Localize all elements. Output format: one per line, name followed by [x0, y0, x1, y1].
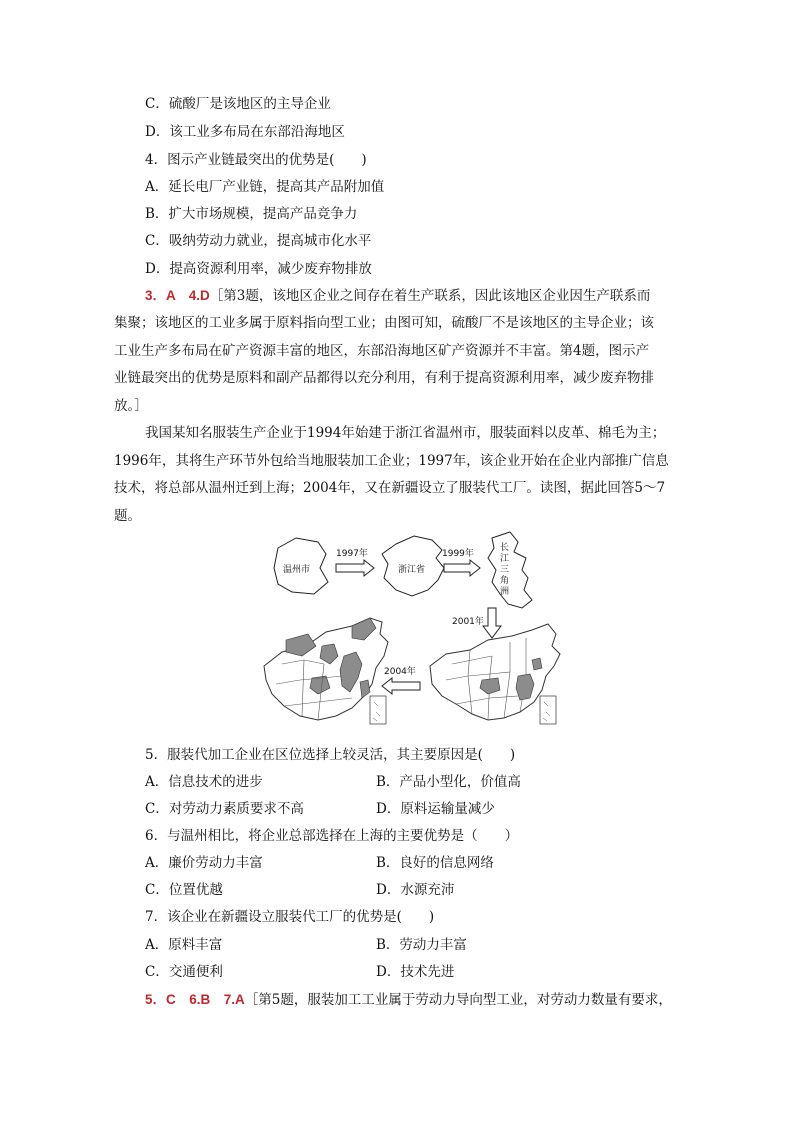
- q4-stem: 4．图示产业链最突出的优势是( ): [145, 152, 367, 168]
- q4-option-b: B．扩大市场规模，提高产品竞争力: [145, 206, 358, 222]
- q4-option-d: D．提高资源利用率，减少废弃物排放: [145, 261, 372, 277]
- answer-3-4-marks: 3．A 4.D: [145, 288, 210, 303]
- passage-line-3: 技术，将总部从温州迁到上海；2004年，又在新疆设立了服装代工厂。读图，据此回答5～7: [114, 480, 666, 496]
- q6-option-b: B．良好的信息网络: [376, 855, 494, 871]
- answer-3-4-text-1: ［第3题，该地区企业之间存在着生产联系，因此该地区企业因生产联系而: [209, 288, 651, 304]
- answer-3-4-line-2: 集聚；该地区的工业多属于原料指向型工业；由图可知，硫酸厂不是该地区的主导企业；该: [114, 315, 654, 331]
- q6-option-d: D．水源充沛: [376, 882, 455, 898]
- answer-3-4-line-5: 放。］: [114, 398, 148, 414]
- yangtze-delta-label-char: 角: [500, 576, 510, 586]
- yangtze-delta-label-char: 洲: [500, 587, 510, 597]
- q3-option-c: C．硫酸厂是该地区的主导企业: [145, 96, 331, 112]
- q5-stem: 5．服装代加工企业在区位选择上较灵活，其主要原因是( ): [145, 747, 516, 763]
- yangtze-delta-label-char: 长: [500, 543, 510, 553]
- q7-option-d: D．技术先进: [376, 964, 455, 980]
- q3-option-d: D．该工业多布局在东部沿海地区: [145, 124, 345, 140]
- passage-line-4: 题。: [114, 508, 141, 524]
- relocation-map-figure: [256, 528, 576, 738]
- q7-option-b: B．劳动力丰富: [376, 937, 467, 953]
- yangtze-delta-label-char: 江: [500, 554, 510, 564]
- zhejiang-label: 浙江省: [398, 565, 426, 575]
- q4-option-c: C．吸纳劳动力就业，提高城市化水平: [145, 233, 372, 249]
- q6-option-c: C．位置优越: [145, 882, 223, 898]
- wenzhou-label: 温州市: [283, 565, 311, 575]
- answer-5-7-text-1: ［第5题，服装加工工业属于劳动力导向型工业，对劳动力数量有要求，: [244, 992, 672, 1008]
- q7-option-c: C．交通便利: [145, 964, 223, 980]
- china-map-right: [430, 624, 560, 724]
- arrow-1999-label: 1999年: [442, 549, 474, 559]
- answer-3-4-line-1: [145, 286, 650, 306]
- arrow-2001-icon: [483, 608, 501, 638]
- arrow-2004-icon: [382, 678, 420, 694]
- q6-stem: 6．与温州相比，将企业总部选择在上海的主要优势是（ ）: [145, 828, 519, 844]
- q6-option-a: A．廉价劳动力丰富: [145, 855, 263, 871]
- q5-option-a: A．信息技术的进步: [145, 774, 263, 790]
- q4-option-a: A．延长电厂产业链，提高其产品附加值: [145, 179, 385, 195]
- arrow-1999-icon: [444, 560, 480, 576]
- passage-line-2: 1996年，其将生产环节外包给当地服装加工企业；1997年，该企业开始在企业内部推广信息: [114, 453, 669, 469]
- q5-option-b: B．产品小型化，价值高: [376, 774, 521, 790]
- arrow-1997-label: 1997年: [336, 549, 368, 559]
- answer-5-7-line-1: [145, 990, 672, 1010]
- q7-option-a: A．原料丰富: [145, 937, 223, 953]
- arrow-1997-icon: [336, 560, 374, 576]
- arrow-2001-label: 2001年: [452, 617, 484, 627]
- yangtze-delta-map-outline: [488, 532, 532, 608]
- arrow-2004-label: 2004年: [384, 667, 416, 677]
- yangtze-delta-label-char: 三: [500, 565, 510, 575]
- q5-option-c: C．对劳动力素质要求不高: [145, 801, 304, 817]
- passage-line-1: 我国某知名服装生产企业于1994年始建于浙江省温州市，服装面料以皮革、棉毛为主；: [145, 425, 666, 441]
- answer-5-7-marks: 5．C 6.B 7.A: [145, 992, 245, 1007]
- answer-3-4-line-3: 工业生产多布局在矿产资源丰富的地区，东部沿海地区矿产资源并不丰富。第4题，图示产: [114, 343, 650, 359]
- china-map-left: [264, 618, 388, 724]
- q7-stem: 7．该企业在新疆设立服装代工厂的优势是( ): [145, 909, 435, 925]
- answer-3-4-line-4: 业链最突出的优势是原料和副产品都得以充分利用，有利于提高资源利用率，减少废弃物排: [114, 370, 654, 386]
- q5-option-d: D．原料运输量减少: [376, 801, 495, 817]
